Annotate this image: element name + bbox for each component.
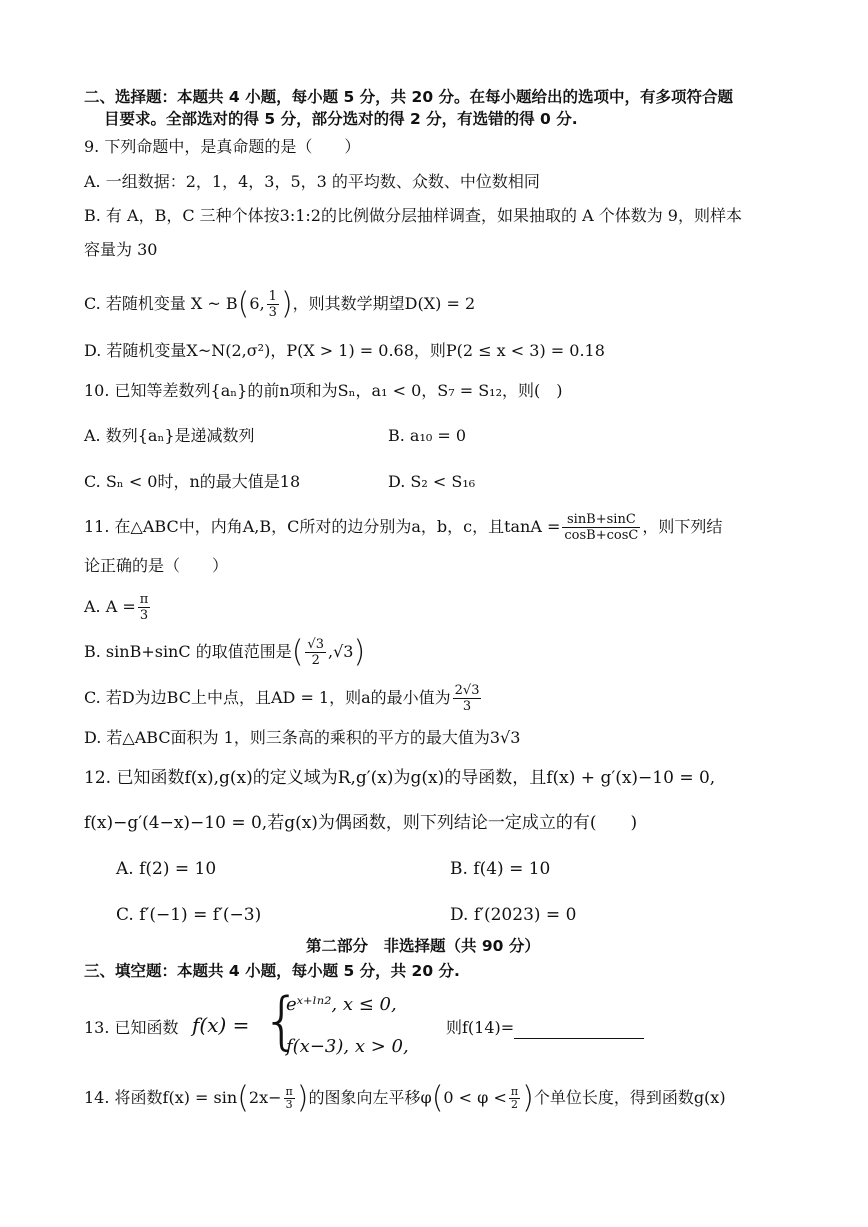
- option-c-prefix: C. 若随机变量 X ~ B: [84, 294, 238, 313]
- stem-mid: 的图象向左平移φ: [308, 1088, 432, 1107]
- question-12-option-a: A. f(2) = 10: [116, 859, 217, 879]
- question-10-option-a: A. 数列{aₙ}是递减数列: [84, 426, 255, 445]
- piecewise-case-2: f(x−3), x > 0,: [286, 1036, 409, 1057]
- fraction: [305, 637, 326, 668]
- question-10-stem: 10. 已知等差数列{aₙ}的前n项和为Sₙ，a₁ < 0，S₇ = S₁₂，则( ): [84, 381, 563, 400]
- question-13-suffix: [446, 1017, 644, 1039]
- option-c-suffix: ，则其数学期望D(X) = 2: [292, 294, 476, 313]
- question-13-prefix: 13. 已知函数: [84, 1018, 179, 1037]
- question-9-option-b: B. 有 A，B，C 三种个体按3:1:2的比例做分层抽样调查，如果抽取的 A 个体数为 9，则样本: [84, 206, 742, 225]
- option-a-prefix: A. A =: [84, 597, 136, 616]
- left-paren: (: [237, 286, 250, 322]
- question-11-option-a: [84, 588, 152, 626]
- question-10-option-c: C. Sₙ < 0时，n的最大值是18: [84, 472, 301, 491]
- binomial-args: 6,: [249, 294, 265, 313]
- piecewise-function-name: f(x) =: [192, 1013, 250, 1037]
- fraction: [562, 512, 640, 543]
- fraction: [284, 1086, 295, 1111]
- option-b-suffix: ,√3: [327, 642, 354, 661]
- fraction-denominator: cosB+cosC: [564, 528, 639, 543]
- question-11-option-c: [84, 678, 483, 718]
- fraction-denominator: 3: [462, 699, 472, 714]
- fraction: [138, 592, 151, 623]
- question-11-stem-cont: 论正确的是（ ）: [84, 556, 229, 575]
- piecewise-brace: {: [262, 984, 302, 1057]
- section-heading-cont: 目要求。全部选对的得 5 分，部分选对的得 2 分，有选错的得 0 分.: [104, 110, 578, 128]
- question-9-option-d: D. 若随机变量X~N(2,σ²)，P(X > 1) = 0.68，则P(2 ≤ x < 3) = 0.18: [84, 341, 605, 360]
- fraction-numerator: √3: [307, 637, 324, 652]
- fraction-numerator: π: [139, 592, 149, 607]
- stem-prefix: 14. 将函数f(x) = sin: [84, 1088, 238, 1107]
- question-12-stem: 12. 已知函数f(x),g(x)的定义域为R,g′(x)为g(x)的导函数，且f(x) + g′(x)−10 = 0,: [84, 768, 716, 788]
- piecewise-case-1: eˣ⁺ˡⁿ², x ≤ 0,: [286, 994, 397, 1015]
- question-12-option-d: D. f′(2023) = 0: [450, 905, 577, 925]
- right-paren: ): [296, 1080, 309, 1116]
- stem-prefix: 11. 在△ABC中，内角A,B，C所对的边分别为a，b，c，且tanA =: [84, 517, 561, 536]
- question-14-stem: [84, 1078, 726, 1119]
- fraction-numerator: 2√3: [454, 683, 480, 698]
- question-11-option-d: D. 若△ABC面积为 1，则三条高的乘积的平方的最大值为3√3: [84, 728, 521, 747]
- left-paren: (: [291, 634, 304, 670]
- fraction-numerator: sinB+sinC: [562, 512, 640, 528]
- fraction: [267, 289, 279, 320]
- question-11-option-b: [84, 632, 365, 673]
- question-9-option-a: A. 一组数据：2，1，4，3，5，3 的平均数、众数、中位数相同: [84, 172, 540, 191]
- fraction: [509, 1086, 520, 1111]
- argument-prefix: 2x−: [248, 1088, 282, 1107]
- question-12-option-c: C. f′(−1) = f′(−3): [116, 905, 262, 925]
- fraction-denominator: 3: [139, 608, 149, 623]
- answer-blank[interactable]: [514, 1022, 644, 1039]
- question-9-stem: 9. 下列命题中，是真命题的是（ ）: [84, 137, 361, 156]
- section-heading: 二、选择题：本题共 4 小题，每小题 5 分，共 20 分。在每小题给出的选项中，有多项符合题: [84, 88, 734, 106]
- question-9-option-c: [84, 284, 475, 325]
- question-9-option-b-cont: 容量为 30: [84, 240, 158, 259]
- fraction-denominator: 3: [285, 1098, 293, 1111]
- left-paren: (: [237, 1080, 249, 1116]
- question-12-stem-cont: f(x)−g′(4−x)−10 = 0,若g(x)为偶函数，则下列结论一定成立的有( ): [84, 813, 638, 833]
- question-13-ask: 则f(14)=: [446, 1018, 515, 1037]
- fraction-numerator: 1: [268, 289, 277, 304]
- right-paren: ): [522, 1080, 534, 1116]
- question-11-stem: [84, 507, 722, 547]
- stem-suffix: 个单位长度，得到函数g(x): [533, 1088, 726, 1107]
- section-heading: 三、填空题：本题共 4 小题，每小题 5 分，共 20 分.: [84, 962, 460, 980]
- stem-suffix: ，则下列结: [642, 517, 723, 536]
- question-12-option-b: B. f(4) = 10: [450, 859, 551, 879]
- left-paren: (: [431, 1080, 444, 1116]
- option-b-prefix: B. sinB+sinC 的取值范围是: [84, 642, 292, 661]
- option-c-prefix: C. 若D为边BC上中点，且AD = 1，则a的最小值为: [84, 688, 451, 707]
- fraction-numerator: π: [510, 1085, 519, 1098]
- part-title: 第二部分 非选择题（共 90 分）: [306, 937, 540, 955]
- condition-prefix: 0 < φ <: [443, 1088, 507, 1107]
- fraction-denominator: 2: [510, 1098, 518, 1111]
- fraction-denominator: 2: [311, 653, 320, 668]
- fraction-denominator: 3: [268, 305, 277, 320]
- fraction-numerator: π: [285, 1085, 293, 1098]
- right-paren: ): [353, 634, 366, 670]
- question-10-option-b: B. a₁₀ = 0: [388, 426, 467, 445]
- fraction: [453, 683, 482, 714]
- question-10-option-d: D. S₂ < S₁₆: [388, 472, 476, 491]
- right-paren: ): [280, 286, 293, 322]
